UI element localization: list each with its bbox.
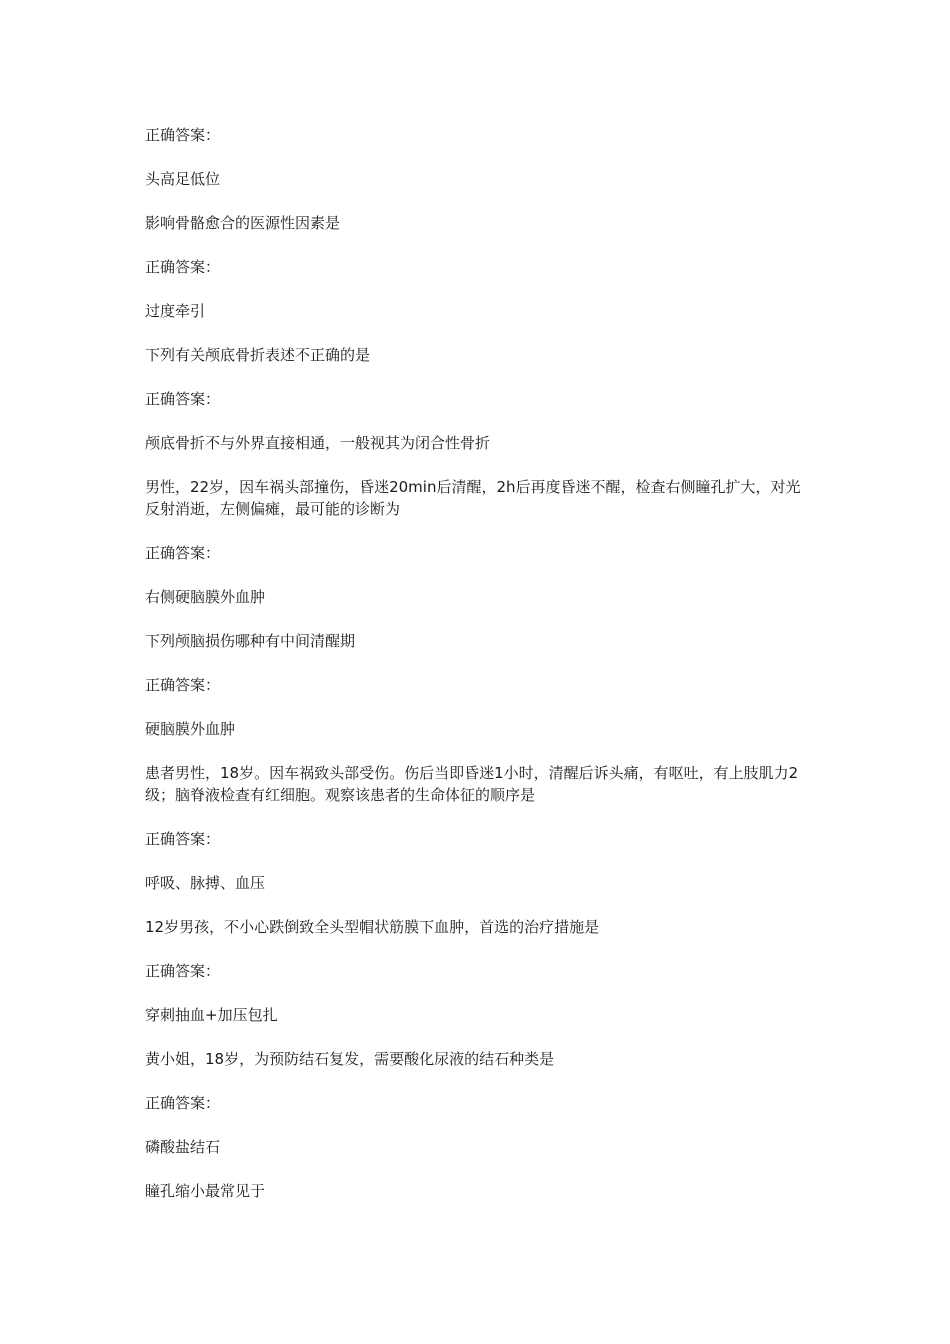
question-text: 下列有关颅底骨折表述不正确的是: [145, 346, 371, 364]
question-text: 瞳孔缩小最常见于: [145, 1182, 266, 1200]
answer-text: 颅底骨折不与外界直接相通，一般视其为闭合性骨折: [145, 434, 491, 452]
answer-text: 过度牵引: [145, 302, 206, 320]
question-text: 12岁男孩，不小心跌倒致全头型帽状筋膜下血肿，首选的治疗措施是: [145, 918, 600, 936]
answer-label: 正确答案：: [145, 126, 221, 144]
answer-label: 正确答案：: [145, 258, 221, 276]
question-text: 男性，22岁，因车祸头部撞伤，昏迷20min后清醒，2h后再度昏迷不醒，检查右侧瞳孔扩大，对光反射消逝，左侧偏瘫，最可能的诊断为: [145, 478, 801, 518]
document-body: [145, 124, 813, 1224]
answer-label: 正确答案：: [145, 676, 221, 694]
answer-text: 穿刺抽血+加压包扎: [145, 1006, 278, 1024]
answer-label: 正确答案：: [145, 390, 221, 408]
answer-label: 正确答案：: [145, 544, 221, 562]
answer-text: 硬脑膜外血肿: [145, 720, 236, 738]
question-text: 患者男性，18岁。因车祸致头部受伤。伤后当即昏迷1小时，清醒后诉头痛，有呕吐，有上肢肌力2级；脑脊液检查有红细胞。观察该患者的生命体征的顺序是: [145, 764, 799, 804]
answer-text: 呼吸、脉搏、血压: [145, 874, 266, 892]
answer-label: 正确答案：: [145, 1094, 221, 1112]
answer-label: 正确答案：: [145, 830, 221, 848]
question-text: 影响骨骼愈合的医源性因素是: [145, 214, 341, 232]
question-text: 下列颅脑损伤哪种有中间清醒期: [145, 632, 356, 650]
answer-text: 右侧硬脑膜外血肿: [145, 588, 266, 606]
question-text: 黄小姐，18岁，为预防结石复发，需要酸化尿液的结石种类是: [145, 1050, 555, 1068]
answer-label: 正确答案：: [145, 962, 221, 980]
answer-text: 磷酸盐结石: [145, 1138, 221, 1156]
answer-text: 头高足低位: [145, 170, 221, 188]
